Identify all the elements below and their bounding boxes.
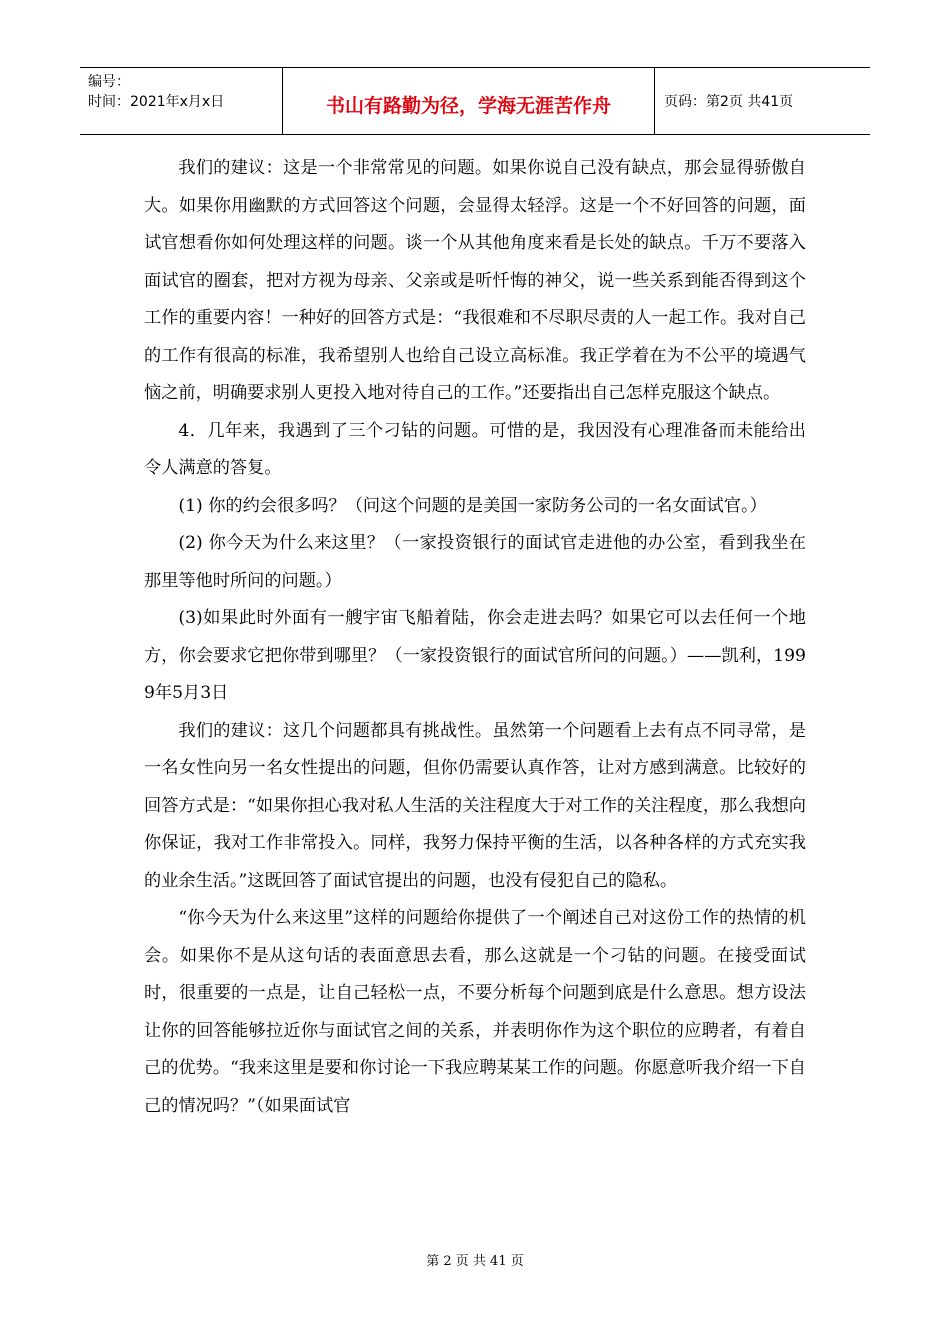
- header-info-cell: [80, 68, 283, 134]
- paragraph: (3)如果此时外面有一艘宇宙飞船着陆，你会走进去吗？如果它可以去任何一个地方，你会要求它把你带到哪里？（一家投资银行的面试官所问的问题。）——凯利，1999年5月3日: [144, 608, 806, 703]
- page-code: 页码：第2页 共41页: [664, 94, 794, 110]
- number-label: 编号：: [88, 74, 130, 90]
- paragraph: (2) 你今天为什么来这里？（一家投资银行的面试官走进他的办公室，看到我坐在那里等他时所问的问题。）: [144, 533, 806, 591]
- page-footer: 第 2 页 共 41 页: [426, 1254, 524, 1269]
- page-header: [80, 67, 870, 135]
- paragraph: “你今天为什么来这里”这样的问题给你提供了一个阐述自己对这份工作的热情的机会。如果你不是从这句话的表面意思去看，那么这就是一个刁钻的问题。在接受面试时，很重要的一点是，让自己轻松一点，不要分析每个问题到底是什么意思。想方设法让你的回答能够拉近你与面试官之间的关系，并表明你作为这个职位的应聘者，有着自己的优势。“我来这里是要和你讨论一下我应聘某某工作的问题。你愿意听我介绍一下自己的情况吗？”（如果面试官: [144, 908, 806, 1116]
- header-motto-cell: [283, 68, 655, 134]
- header-page-cell: [655, 68, 870, 134]
- paragraph: 4．几年来，我遇到了三个刁钻的问题。可惜的是，我因没有心理准备而未能给出令人满意的答复。: [144, 420, 806, 478]
- paragraph: 我们的建议：这几个问题都具有挑战性。虽然第一个问题看上去有点不同寻常，是一名女性向另一名女性提出的问题，但你仍需要认真作答，让对方感到满意。比较好的回答方式是：“如果你担心我对私人生活的关注程度大于对工作的关注程度，那么我想向你保证，我对工作非常投入。同样，我努力保持平衡的生活，以各种各样的方式充实我的业余生活。”这既回答了面试官提出的问题，也没有侵犯自己的隐私。: [144, 720, 806, 891]
- motto-text: 书山有路勤为径，学海无涯苦作舟: [325, 95, 611, 117]
- paragraph: (1) 你的约会很多吗？（问这个问题的是美国一家防务公司的一名女面试官。）: [178, 495, 767, 516]
- document-body: [144, 150, 806, 1125]
- time-label: 时间：2021年x月x日: [88, 94, 225, 110]
- paragraph: 我们的建议：这是一个非常常见的问题。如果你说自己没有缺点，那会显得骄傲自大。如果你用幽默的方式回答这个问题，会显得太轻浮。这是一个不好回答的问题，面试官想看你如何处理这样的问题。谈一个从其他角度来看是长处的缺点。千万不要落入面试官的圈套，把对方视为母亲、父亲或是听忏悔的神父，说一些关系到能否得到这个工作的重要内容！一种好的回答方式是：“我很难和不尽职尽责的人一起工作。我对自己的工作有很高的标准，我希望别人也给自己设立高标准。我正学着在为不公平的境遇气恼之前，明确要求别人更投入地对待自己的工作。”还要指出自己怎样克服这个缺点。: [144, 158, 806, 403]
